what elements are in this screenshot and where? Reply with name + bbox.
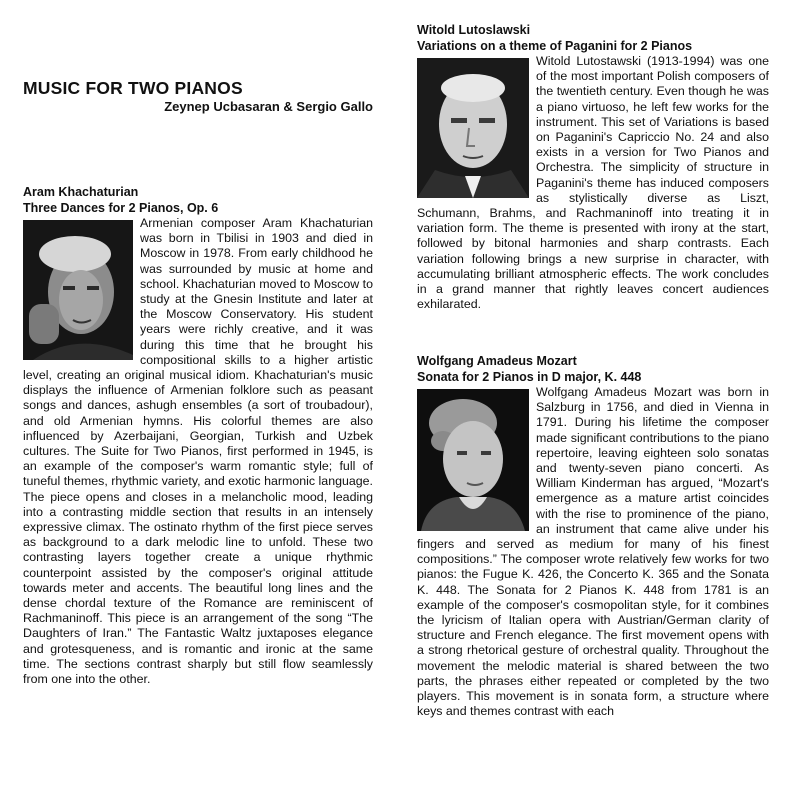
piece-lutoslawski (417, 22, 769, 312)
program-note-text: Armenian composer Aram Khachaturian was born in Tbilisi in 1903 and died in Moscow in 1978. From early childhood he was surrounded by music at home and school. Khachaturian moved to Moscow to study at the Gnesin Institute and later at the Moscow Conservatory. His student years were richly creative, and it was during this time that he brought his compositional skills to a higher artistic level, creating an original musical idiom. Khachaturian's music displays the influence of Armenian folklore such as peasant songs and dances, ashugh ensembles (a sort of troubadour), and old Armenian hymns. His colorful themes are also influenced by Azerbaijani, Georgian, Turkish and Uzbek cultures. The Suite for Two Pianos, first performed in 1945, is an example of the composer's warm romantic style; full of tuneful themes, rhythmic variety, and exotic harmonic language. The piece opens and closes in a melancholic mood, leading into a contrasting middle section that results in an intensely expressive climax. The ostinato rhythm of the first piece serves as background to a dark melodic line to unfold. These two contrasting layers together create a unique rhythmic counterpoint assisted by the composer's original attitude towards meter and accents. The beautiful long lines and the dense chordal texture of the Romance are reminiscent of Rachmaninoff. This piece is an arrangement of the song “The Daughters of Iran.” The Fantastic Waltz juxtaposes elegance and grotesqueness, and is romantic and ironic at the same time. The sections contrast sharply but still flow seamlessly from one into the other. (23, 216, 373, 687)
composer-name: Aram Khachaturian (23, 185, 139, 199)
program-note-text: Wolfgang Amadeus Mozart was born in Salzburg in 1756, and died in Vienna in 1791. During his lifetime the composer made significant contributions to the piano repertoire, leaving eighteen solo sonatas and twenty-seven piano concerti. As William Kinderman has argued, “Mozart's emergence as a mature artist coincides with the rise to prominence of the piano, an instrument that came alive under his fingers and served as medium for many of his finest compositions.” The composer wrote relatively few works for two pianos: the Fugue K. 426, the Concerto K. 365 and the Sonata K. 448. The Sonata for 2 Pianos K. 448 from 1781 is an example of the composer's cosmopolitan style, for it combines the lyricism of Italian opera with Austrian/German clarity of structure and French elegance. The first movement opens with a strong rhetorical gesture of orchestral quality. Throughout the movement the melodic material is shared between the two parts, the phrases either repeated or completed by the two players. This movement is in sonata form, a structure where keys and themes contrast with each (417, 385, 769, 719)
program-note (417, 385, 769, 719)
lutoslawski-portrait-icon (417, 58, 529, 198)
performers-subtitle: Zeynep Ucbasaran & Sergio Gallo (164, 99, 373, 114)
program-note (23, 216, 373, 687)
khachaturian-portrait-icon (23, 220, 133, 360)
mozart-portrait-icon (417, 389, 529, 531)
page-title: MUSIC FOR TWO PIANOS (23, 78, 243, 98)
piece-mozart (417, 353, 769, 719)
program-note-text: Witold Lutostawski (1913-1994) was one of the most important Polish composers of the twentieth century. Even though he was a piano virtuoso, he left few works for the instrument. This set of Variations is based on Paganini's Capriccio No. 24 and also exists in a version for Two Pianos and Orchestra. The simplicity of structure in Paganini's theme has induced composers as stylistically diverse as Liszt, Schumann, Brahms, and Rachmaninoff into treating it in variation form. The theme is presented with irony at the start, followed by bitonal harmonies and sharp contrasts. Each variation following brings a new surprise in character, with accumulating brilliant atmospheric effects. The work concludes in a grand manner that rightly leaves concert audiences exhilarated. (417, 54, 769, 312)
piece-khachaturian (23, 184, 373, 687)
composer-name: Wolfgang Amadeus Mozart (417, 354, 577, 368)
work-title: Sonata for 2 Pianos in D major, K. 448 (417, 370, 642, 384)
composer-name: Witold Lutoslawski (417, 23, 531, 37)
work-title: Variations on a theme of Paganini for 2 Pianos (417, 39, 693, 53)
work-title: Three Dances for 2 Pianos, Op. 6 (23, 201, 219, 215)
program-note (417, 54, 769, 312)
